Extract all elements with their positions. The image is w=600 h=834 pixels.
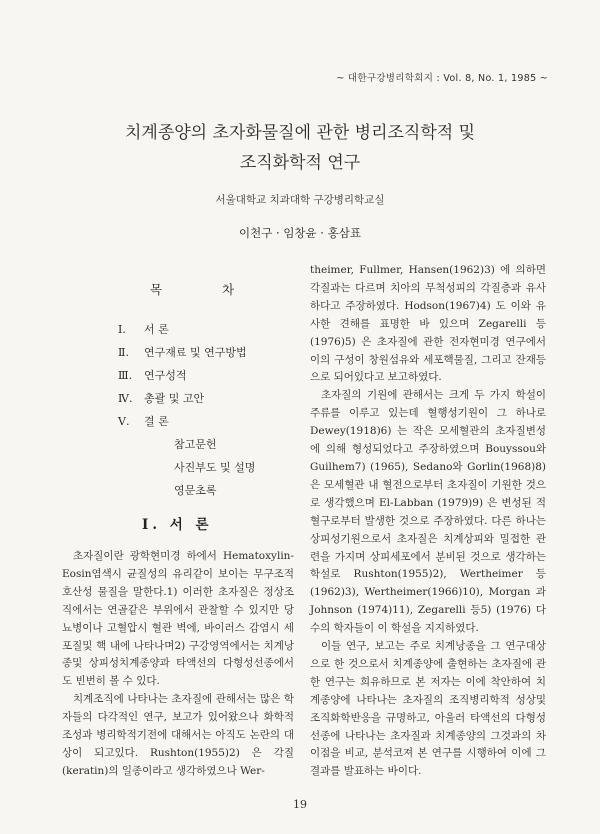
affiliation: 서울대학교 치과대학 구강병리학교실 — [215, 194, 385, 206]
section-heading-introduction: I. 서 론 — [142, 517, 213, 533]
toc-item: Ⅱ. 연구재료 및 연구방법 — [118, 346, 247, 359]
journal-header: ~ 대한구강병리학회지 : Vol. 8, No. 1, 1985 ~ — [336, 73, 548, 84]
paragraph: 이들 연구, 보고는 주로 치계낭종을 그 연구대상으로 한 것으로서 치계종양에 출현하는 초자질에 관한 연구는 희유하므로 본 저자는 이에 착안하여 치계종양에 나타나는 초자질의 조직병리학적 성상및 조직화학반응을 규명하고, 아울러 타액선의 다형성선종에 나타나는 초자질과 치계종양의 그것과의 차이점을 비교, 분석코져 본 연구를 시행하여 이에 그 결과를 발표하는 바이다. — [310, 640, 546, 778]
paragraph: theimer, Fullmer, Hansen(1962)3) 에 의하면 각질과는 다르며 치아의 무척성피의 각질층과 유사하다고 주장하였다. Hodson(1967)4) 도 이와 유사한 견해를 표명한 바 있으며 Zegarelli 등(1976)5) 은 초자질에 관한 전자현미경 연구에서 이의 구성이 창원섬유와 세포핵물질, 그리고 잔재등으로 되어있다고 보고하였다. — [310, 264, 546, 384]
toc-item: Ⅲ. 연구성적 — [118, 369, 187, 382]
title-line-2: 조직화학적 연구 — [239, 153, 361, 173]
paragraph: 치계조직에 나타나는 초자질에 관해서는 많은 학자들의 다각적인 연구, 보고가 있어왔으나 화학적조성과 병리학적기전에 대해서는 아직도 논란의 대상이 되고있다. Rushton(1955)2) 은 각질 (keratin)의 일종이라고 생각하였으나 Wer- — [62, 693, 294, 777]
toc-item: Ⅳ. 총괄 및 고안 — [118, 392, 205, 405]
paper-title — [0, 118, 600, 178]
authors: 이천구 · 임창윤 · 홍삼표 — [239, 226, 361, 240]
table-of-contents — [118, 318, 298, 502]
toc-subitem: 영문초록 — [174, 484, 217, 497]
toc-item: Ⅰ. 서 론 — [118, 323, 169, 336]
page-number: 19 — [293, 798, 307, 811]
paragraph: 초자질이란 광학현미경 하에서 Hematoxylin-Eosin염색시 균질성의 유리같이 보이는 무구조적 호산성 물질을 말한다.1) 이러한 초자질은 정상조직에서는 연골같은 부위에서 관찰할 수 있지만 당뇨병이나 고혈압시 혈관 벽에, 바이러스 감염시 세포질및 핵 내에 나타나며2) 구강영역에서는 치계낭종및 상피성치계종양과 타액선의 다형성선종에서도 빈번히 볼 수 있다. — [62, 550, 294, 688]
toc-title: 목 차 — [150, 282, 263, 297]
title-line-1: 치계종양의 초자화물질에 관한 병리조직학적 및 — [124, 123, 476, 143]
right-column — [310, 262, 546, 781]
left-column — [62, 548, 294, 781]
toc-item: Ⅴ. 결 론 — [118, 415, 169, 428]
toc-subitem: 사진부도 및 설명 — [174, 461, 256, 474]
toc-subitem: 참고문헌 — [174, 438, 217, 451]
paragraph: 초자질의 기원에 관해서는 크게 두 가지 학설이 주류를 이루고 있는데 혈행성기원이 그 하나로 Dewey(1918)6) 는 작은 모세혈관의 초자질변성에 의해 형성되었다고 주장하였으며 Bouyssou와 Guilhem7) (1965), Sedano와 Gorlin(1968)8) 은 모세혈관 내 혈전으로부터 초자질이 기원한 것으로 생각했으며 El-Labban (1979)9) 은 변성된 적혈구로부터 발생한 것으로 주장하였다. 다른 하나는 상피성기원으로서 초자질은 치계상피와 밀접한 관련을 가지며 상피세포에서 분비된 것으로 생각하는 학설로 Rushton(1955)2), Wertheimer 등(1962)3), Wertheimer(1966)10), Morgan 과 Johnson (1974)11), Zegarelli 등5) (1976) 다수의 학자들이 이 학설을 지지하였다. — [310, 389, 546, 635]
